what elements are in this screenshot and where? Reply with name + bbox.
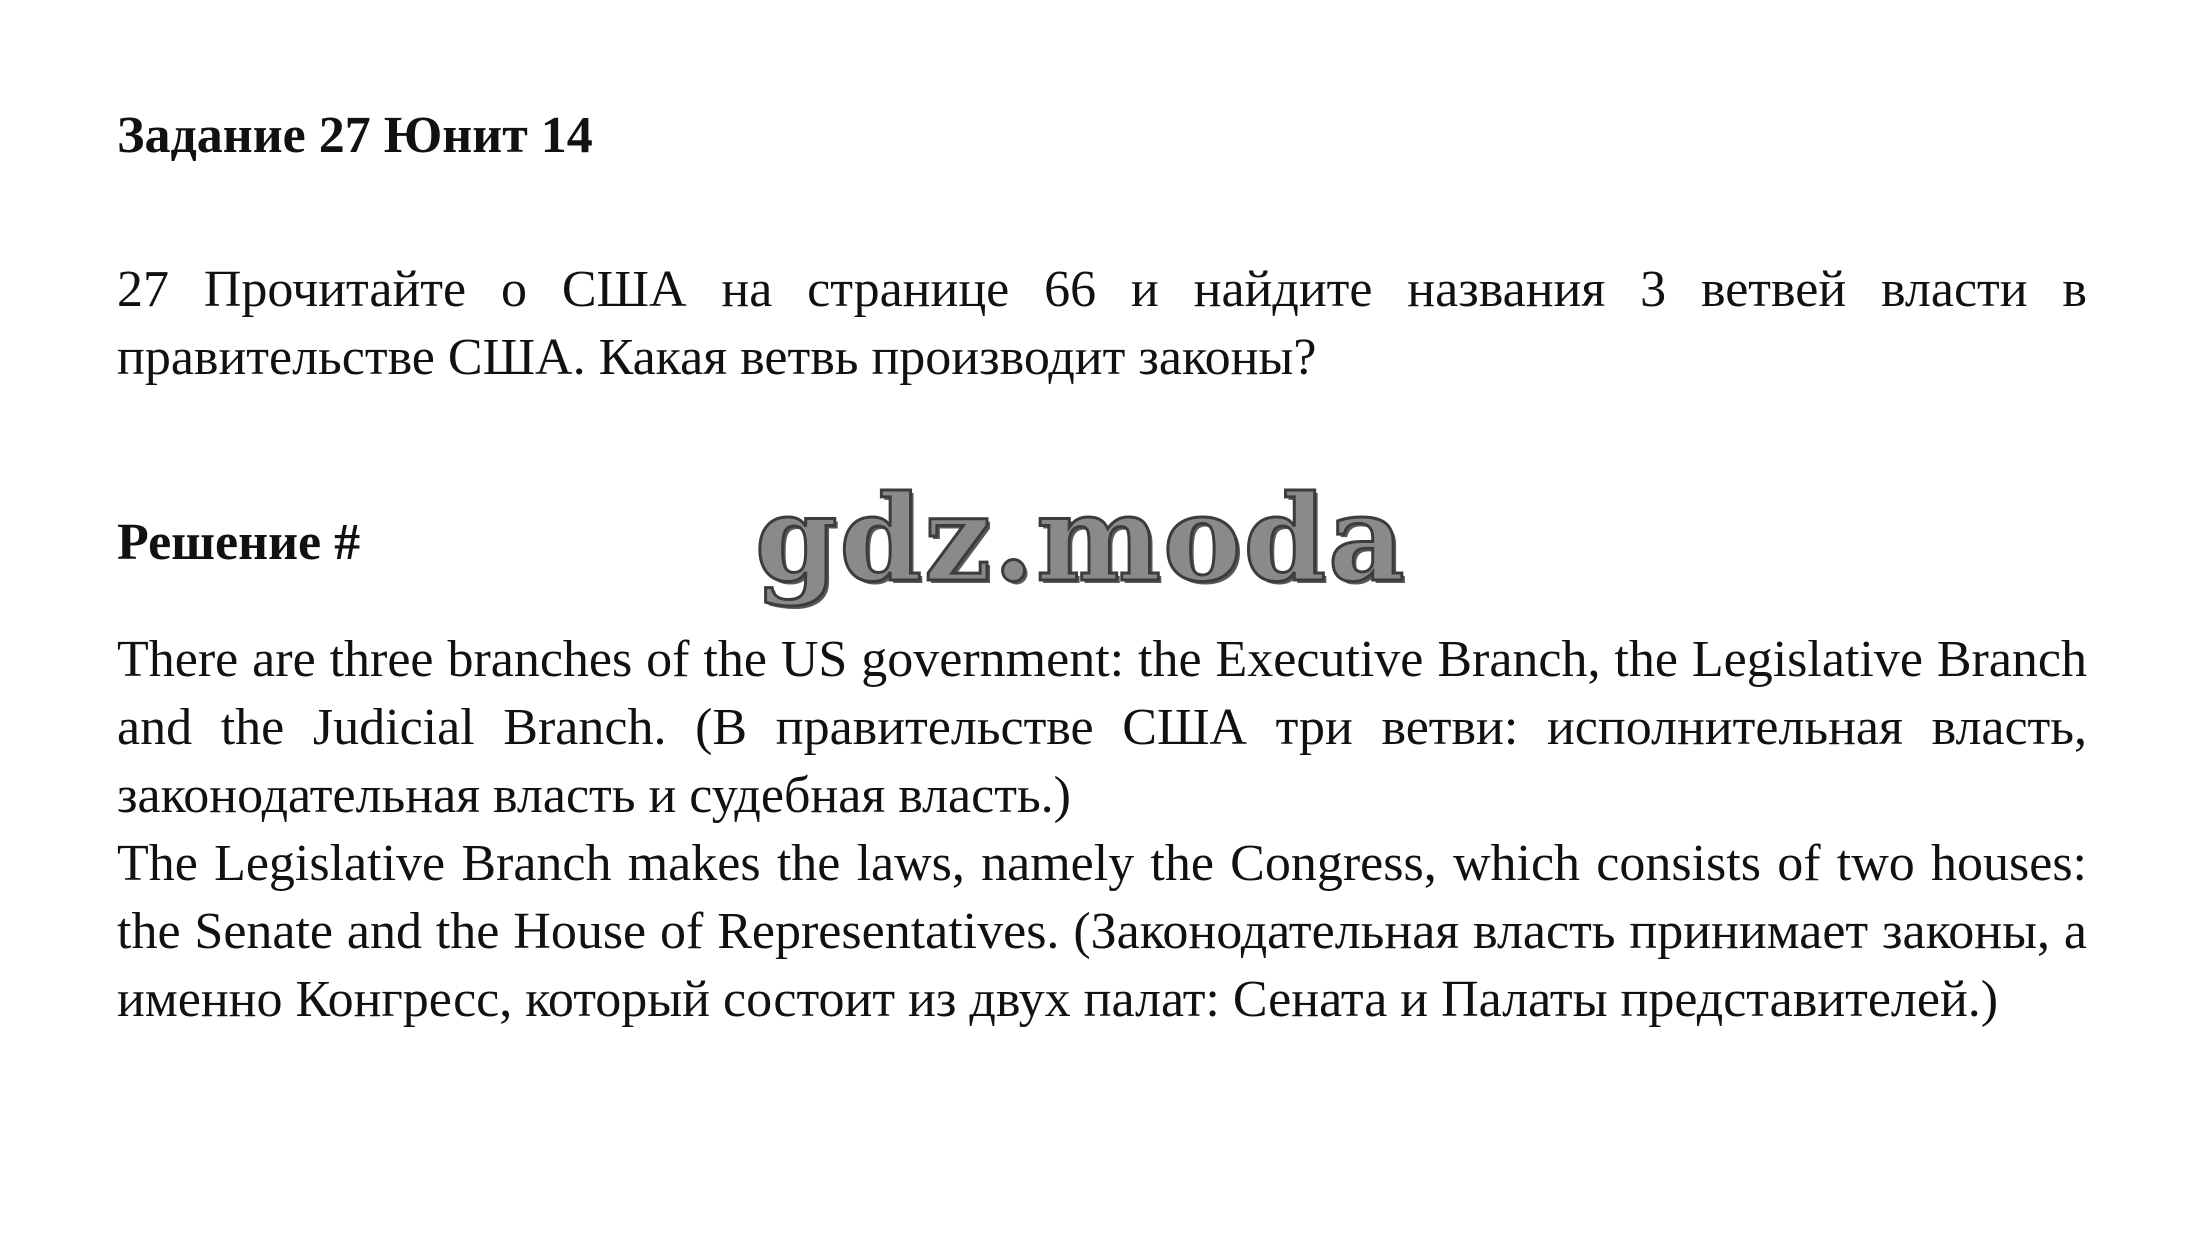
- watermark-logo: gdz.moda: [755, 469, 1407, 608]
- answer-paragraph: There are three branches of the US government: the Executive Branch, the Legislative Branch and the Judicial Branch. (В правительстве США три ветви: исполнительная власть, законодательная власть и судебная власть.): [117, 631, 2087, 824]
- solution-heading: Решение #: [117, 514, 361, 571]
- answer-block: [117, 626, 2087, 1034]
- task-heading: Задание 27 Юнит 14: [117, 107, 593, 164]
- answer-paragraph: The Legislative Branch makes the laws, namely the Congress, which consists of two houses: the Senate and the House of Representatives. (Законодательная власть принимает законы, а именно Конгресс, который состоит из двух палат: Сената и Палаты представителей.): [117, 835, 2087, 1028]
- task-text: 27 Прочитайте о США на странице 66 и найдите названия 3 ветвей власти в правительстве США. Какая ветвь производит законы?: [117, 261, 2087, 386]
